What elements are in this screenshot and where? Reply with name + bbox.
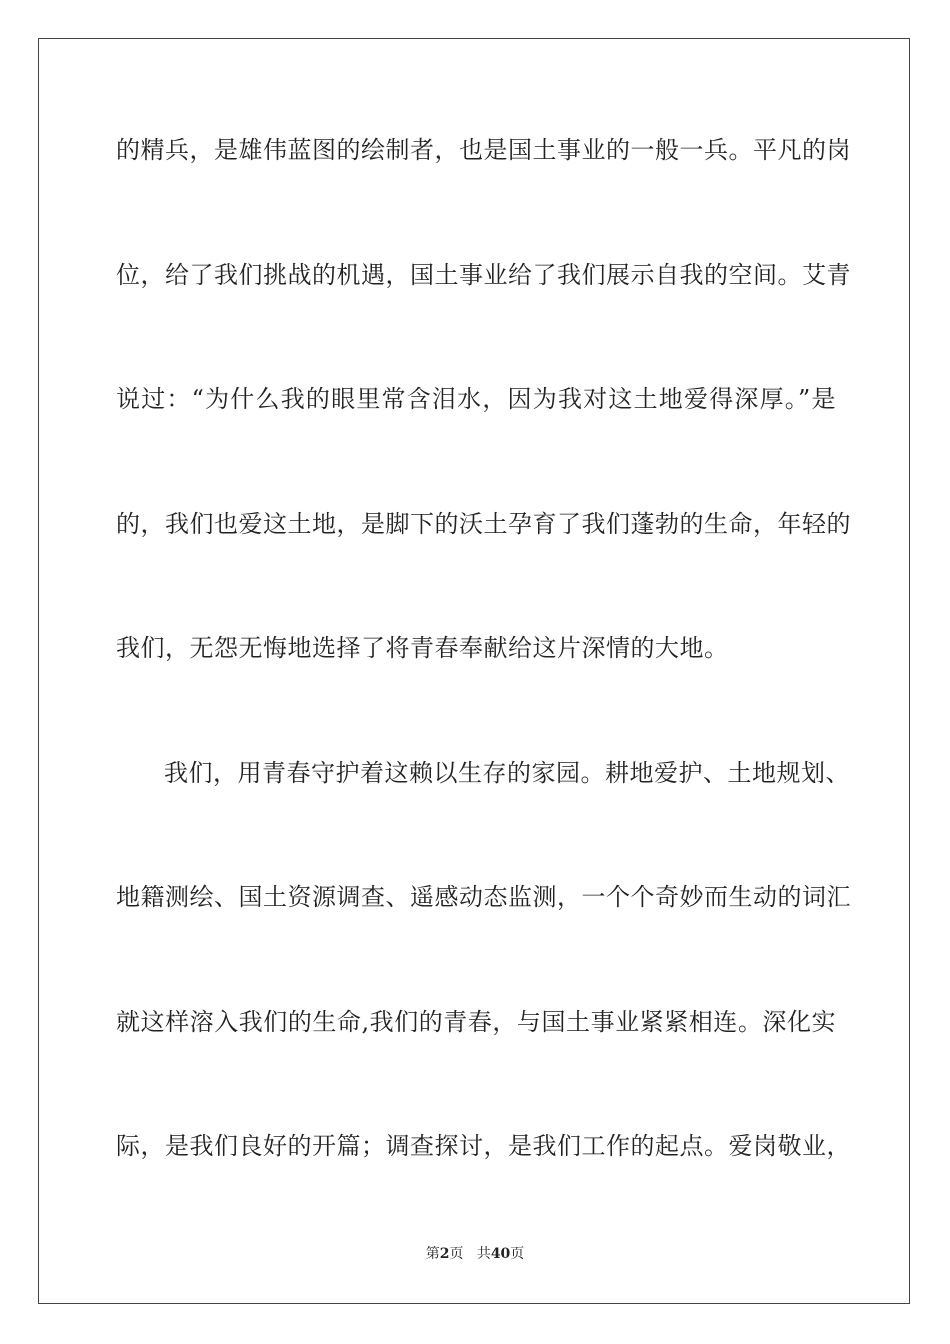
total-suffix: 页 <box>510 1246 525 1262</box>
text-line: 的，我们也爱这土地，是脚下的沃土孕育了我们蓬勃的生命，年轻的 <box>116 510 851 538</box>
page-number: 2 <box>439 1246 450 1262</box>
total-pages: 40 <box>490 1246 511 1262</box>
text-line: 说过：“为什么我的眼里常含泪水，因为我对这土地爱得深厚。”是 <box>116 385 836 413</box>
page-footer <box>0 1244 950 1264</box>
text-line: 位，给了我们挑战的机遇，国土事业给了我们展示自我的空间。艾青 <box>116 261 851 289</box>
total-prefix: 共 <box>476 1246 491 1262</box>
page-prefix: 第 <box>425 1246 440 1262</box>
text-line: 就这样溶入我们的生命,我们的青春，与国土事业紧紧相连。深化实 <box>116 1008 836 1036</box>
text-line: 际，是我们良好的开篇；调查探讨，是我们工作的起点。爱岗敬业， <box>116 1132 851 1160</box>
page-suffix: 页 <box>449 1246 464 1262</box>
paragraph-first-line: 我们，用青春守护着这赖以生存的家园。耕地爱护、土地规划、 <box>164 759 850 787</box>
page-border <box>38 38 910 1304</box>
text-line: 地籍测绘、国土资源调查、遥感动态监测，一个个奇妙而生动的词汇 <box>116 883 851 911</box>
text-line: 的精兵，是雄伟蓝图的绘制者，也是国土事业的一般一兵。平凡的岗 <box>116 136 851 164</box>
text-line: 我们，无怨无悔地选择了将青春奉献给这片深情的大地。 <box>116 634 729 662</box>
